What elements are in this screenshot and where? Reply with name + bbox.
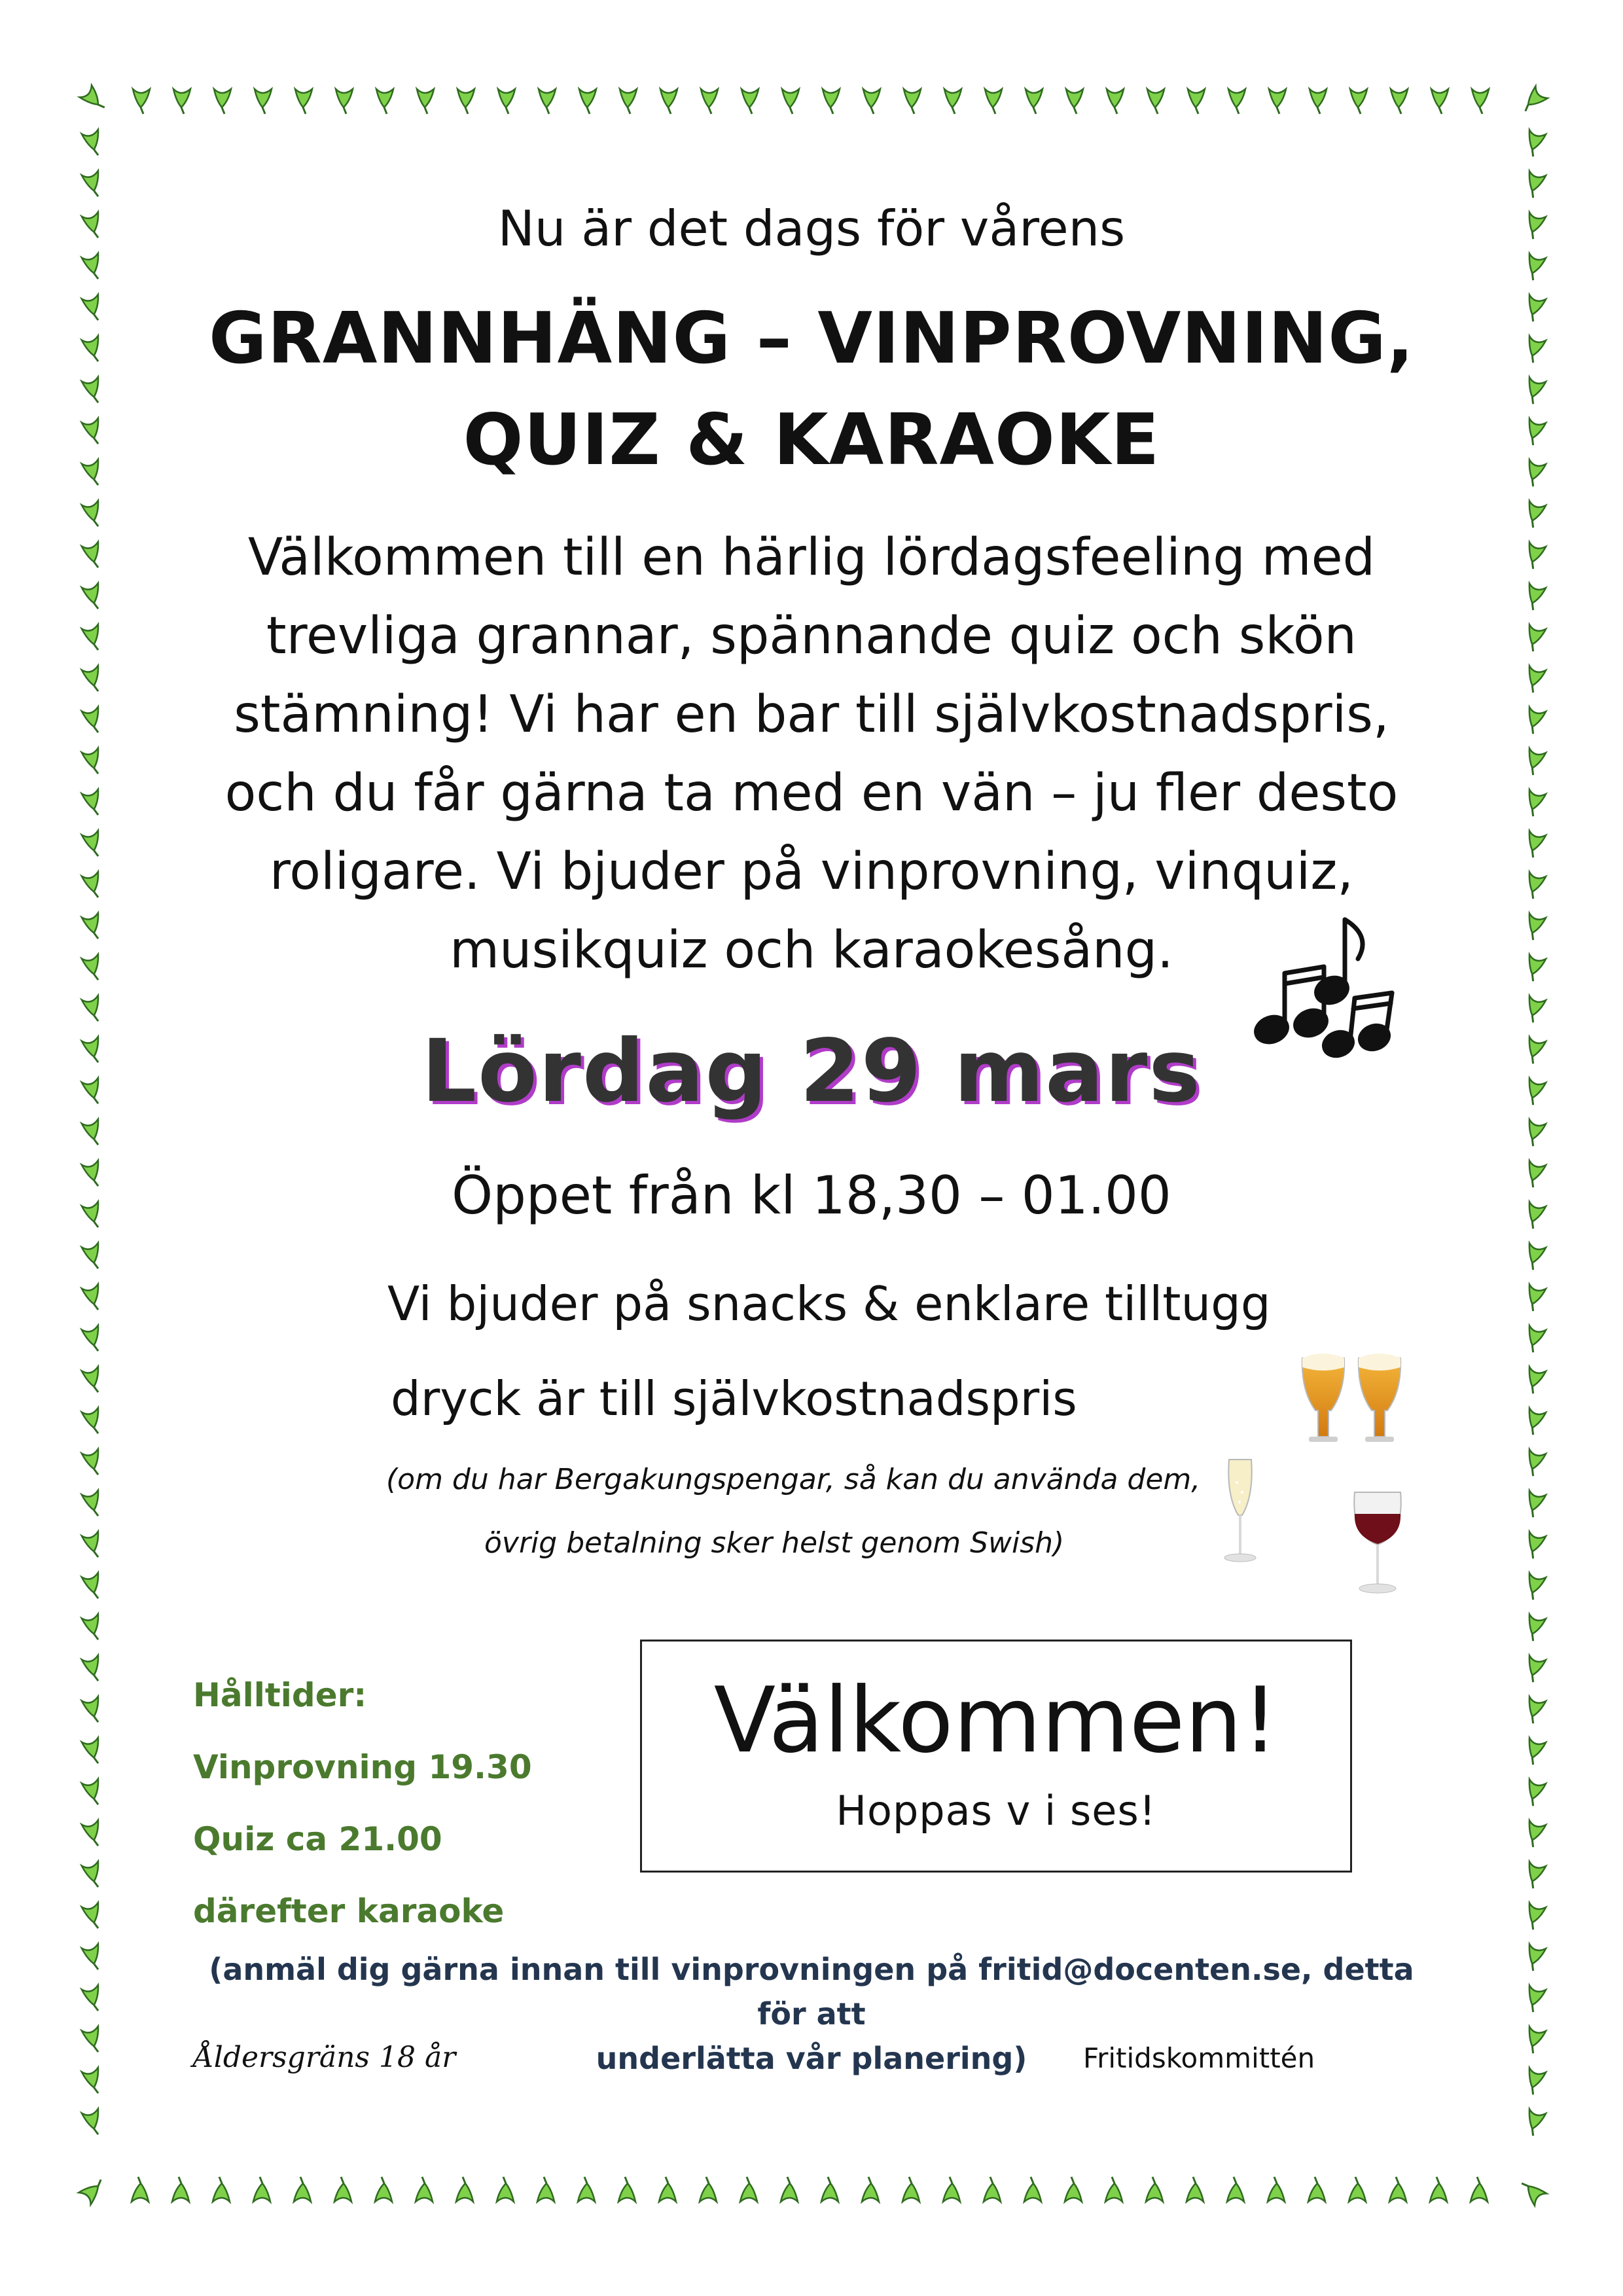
border-leaf [82,295,105,323]
payment-note-line-1: (om du har Bergakungspengar, så kan du använda dem, [386,1463,1201,1496]
border-leaf [82,954,105,982]
border-leaf [1523,1779,1546,1807]
border-leaf [1523,954,1546,982]
border-leaf [456,2177,473,2202]
border-leaf [295,89,312,114]
border-leaf [1105,2177,1122,2202]
border-leaf [172,2177,189,2202]
welcome-box [640,1640,1352,1873]
border-leaf [82,1655,105,1683]
border-leaf [740,2177,757,2202]
border-leaf [82,2026,105,2054]
border-leaf [82,2068,105,2096]
border-leaf [821,2177,838,2202]
schedule-item: Quiz ca 21.00 [193,1820,442,1858]
border-leaf [1523,624,1546,653]
border-leaf [82,1408,105,1436]
border-leaf [1523,501,1546,529]
border-leaf [82,1325,105,1354]
border-leaf [1472,89,1489,114]
border-leaf [1523,1532,1546,1560]
border-leaf [214,89,231,114]
border-leaf [82,1779,105,1807]
border-leaf [255,89,272,114]
border-leaf [334,2177,351,2202]
border-leaf [1523,2109,1546,2137]
border-leaf [1523,1202,1546,1230]
border-leaf [82,1820,105,1848]
border-leaf [82,831,105,859]
border-leaf [82,707,105,735]
border-leaf [1523,295,1546,323]
schedule-item: därefter karaoke [193,1892,505,1930]
border-leaf [1523,1985,1546,2013]
border-leaf [1523,1696,1546,1725]
border-leaf [944,89,961,114]
border-leaf [1523,1325,1546,1354]
schedule [193,1659,532,1947]
border-leaf [1523,1449,1546,1477]
border-leaf [1523,171,1546,199]
border-leaf [1523,1861,1546,1890]
border-leaf [1349,2177,1366,2202]
border-leaf [82,1490,105,1518]
intro-text: Nu är det dags för vårens [497,200,1126,257]
border-leaf [82,748,105,776]
border-leaf [1523,1037,1546,1065]
border-leaf [82,789,105,817]
border-leaf [82,1078,105,1106]
border-leaf [701,89,718,114]
invitation-line: stämning! Vi har en bar till självkostnadspris, [234,685,1389,744]
border-leaf [1523,253,1546,281]
border-leaf [1523,583,1546,611]
border-leaf [82,996,105,1024]
border-leaf [1523,418,1546,446]
border-leaf [82,1202,105,1230]
snacks-info: Vi bjuder på snacks & enklare tilltugg [387,1276,1271,1331]
schedule-item: Vinprovning 19.30 [193,1748,532,1786]
border-leaf [457,89,474,114]
beer-glasses-icon [1296,1345,1414,1456]
border-leaf [659,2177,676,2202]
border-leaf [82,1738,105,1766]
drinks-info: dryck är till självkostnadspris [391,1371,1077,1426]
border-leaf [1517,2176,1546,2206]
border-leaf [1471,2177,1488,2202]
event-title [157,288,1466,491]
border-leaf [1228,89,1245,114]
border-leaf [82,1449,105,1477]
border-leaf [1523,1820,1546,1848]
border-leaf [336,89,353,114]
border-leaf [1523,212,1546,240]
border-leaf [82,171,105,199]
border-leaf [417,89,434,114]
border-leaf [1430,2177,1447,2202]
border-leaf [1065,2177,1082,2202]
border-leaf [1391,89,1408,114]
invitation-line: Välkommen till en härlig lördagsfeeling med [247,528,1376,587]
border-leaf [1523,1367,1546,1395]
border-leaf [1523,1573,1546,1601]
border-leaf [1523,336,1546,364]
border-leaf [1188,89,1205,114]
event-date: Lördag 29 mars [421,1021,1202,1122]
border-leaf [133,89,150,114]
border-leaf [782,89,799,114]
border-leaf [173,89,190,114]
border-leaf [1269,89,1286,114]
border-leaf [1523,1119,1546,1147]
border-leaf [1024,2177,1041,2202]
border-leaf [904,89,921,114]
border-leaf [984,2177,1001,2202]
border-leaf [1523,913,1546,941]
border-leaf [82,2109,105,2137]
border-leaf [294,2177,311,2202]
event-title-line-2: QUIZ & KARAOKE [463,399,1160,481]
border-leaf [700,2177,717,2202]
border-leaf [82,666,105,694]
border-leaf [1186,2177,1204,2202]
border-leaf [1523,1944,1546,1972]
border-leaf [82,1284,105,1312]
border-leaf [82,1037,105,1065]
border-leaf [1523,996,1546,1024]
border-leaf [79,2175,108,2204]
border-leaf [539,89,556,114]
border-leaf [1518,86,1548,116]
red-wine-glass-icon [1348,1489,1407,1600]
border-leaf [82,1532,105,1560]
border-leaf [82,501,105,529]
border-leaf [1523,1284,1546,1312]
invitation-line: roligare. Vi bjuder på vinprovning, vinquiz, [269,842,1354,901]
border-leaf [82,253,105,281]
welcome-title: Välkommen! [713,1668,1279,1773]
border-leaf [1523,1655,1546,1683]
border-leaf [660,89,677,114]
border-leaf [82,1573,105,1601]
champagne-glass-icon [1217,1456,1263,1568]
border-leaf [82,130,105,158]
border-leaf [1523,1490,1546,1518]
invitation-line: och du får gärna ta med en vän – ju fler desto [224,764,1399,823]
border-leaf [863,89,880,114]
border-leaf [82,418,105,446]
border-leaf [498,89,515,114]
border-leaf [862,2177,879,2202]
border-leaf [578,2177,595,2202]
border-leaf [1523,872,1546,900]
border-leaf [1523,666,1546,694]
border-leaf [1147,89,1164,114]
border-leaf [943,2177,960,2202]
border-leaf [82,336,105,364]
border-leaf [1523,1160,1546,1189]
border-leaf [1026,89,1043,114]
invitation-line: musikquiz och karaokesång. [450,921,1173,980]
welcome-subtitle: Hoppas v i ses! [836,1787,1156,1835]
border-leaf [1523,789,1546,817]
border-leaf [82,1696,105,1725]
border-leaf [1107,89,1124,114]
border-leaf [1523,707,1546,735]
border-leaf [1523,831,1546,859]
signup-note-line-2: underlätta vår planering) [596,2041,1027,2076]
border-leaf [1523,2026,1546,2054]
border-leaf [1523,1243,1546,1271]
border-leaf [1431,89,1448,114]
border-leaf [741,89,758,114]
border-leaf [1389,2177,1406,2202]
border-leaf [82,1367,105,1395]
border-leaf [1066,89,1083,114]
opening-hours: Öppet från kl 18,30 – 01.00 [452,1165,1171,1226]
border-leaf [82,583,105,611]
border-leaf [620,89,637,114]
border-leaf [253,2177,270,2202]
border-leaf [1268,2177,1285,2202]
border-leaf [1523,1078,1546,1106]
border-leaf [82,624,105,653]
organizer: Fritidskommittén [1083,2042,1315,2074]
border-leaf [1523,377,1546,405]
border-leaf [132,2177,149,2202]
border-leaf [376,89,393,114]
border-leaf [82,872,105,900]
event-title-line-1: GRANNHÄNG – VINPROVNING, [209,298,1414,380]
border-leaf [82,1903,105,1931]
border-leaf [82,1614,105,1642]
signup-note-line-1: (anmäl dig gärna innan till vinprovningen på fritid@docenten.se, detta för att [209,1952,1414,2032]
border-leaf [82,1985,105,2013]
border-leaf [537,2177,554,2202]
border-leaf [375,2177,392,2202]
border-leaf [1523,542,1546,570]
border-leaf [1227,2177,1244,2202]
border-leaf [618,2177,635,2202]
border-leaf [985,89,1002,114]
schedule-heading: Hålltider: [193,1676,367,1714]
invitation-line: trevliga grannar, spännande quiz och skön [266,607,1357,666]
border-leaf [1523,1903,1546,1931]
border-leaf [82,1119,105,1147]
border-leaf [1350,89,1367,114]
border-leaf [902,2177,919,2202]
border-leaf [82,1944,105,1972]
border-leaf [1523,2068,1546,2096]
border-leaf [82,913,105,941]
border-leaf [1308,2177,1325,2202]
border-leaf [1523,130,1546,158]
border-leaf [1523,1614,1546,1642]
border-leaf [82,377,105,405]
border-leaf [497,2177,514,2202]
border-leaf [416,2177,433,2202]
border-leaf [1310,89,1327,114]
border-leaf [1523,459,1546,488]
border-leaf [1523,748,1546,776]
border-leaf [1146,2177,1163,2202]
border-leaf [82,1243,105,1271]
border-leaf [579,89,596,114]
payment-note-line-2: övrig betalning sker helst genom Swish) [484,1526,1065,1560]
border-leaf [82,542,105,570]
border-leaf [82,1861,105,1890]
age-limit: Åldersgräns 18 år [193,2041,456,2074]
border-leaf [1523,1408,1546,1436]
border-leaf [1523,1738,1546,1766]
border-leaf [213,2177,230,2202]
border-leaf [82,1160,105,1189]
border-leaf [80,85,109,115]
invitation-text [216,518,1407,990]
border-leaf [82,459,105,488]
border-leaf [82,212,105,240]
border-leaf [823,89,840,114]
border-leaf [781,2177,798,2202]
